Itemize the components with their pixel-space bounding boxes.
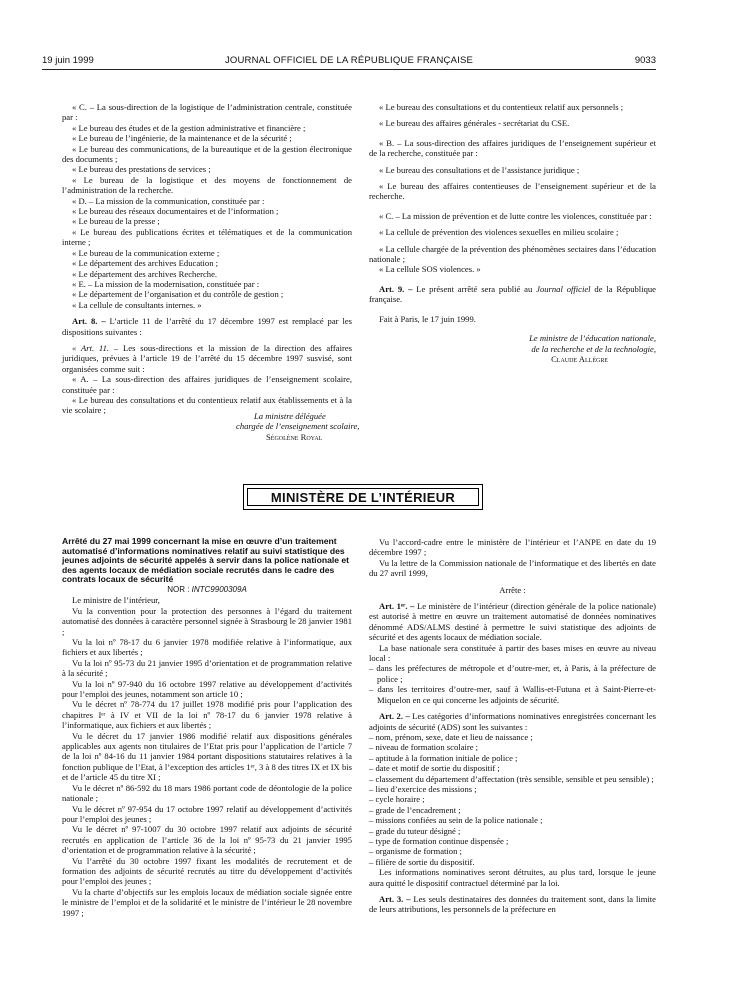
signatory-name: Ségolène Royal <box>266 431 323 442</box>
header-rule <box>42 69 656 70</box>
paragraph: « C. – La sous-direction de la logistique de l’administration centrale, constituée par : <box>62 102 352 123</box>
page-header <box>42 55 656 69</box>
paragraph: « La cellule SOS violences. » <box>379 264 481 275</box>
column-top-left <box>62 102 352 416</box>
paragraph: Vu le décret nº 97-1007 du 30 octobre 1997 relatif aux adjoints de sécurité recrutés en application de l’article 36 de la loi nº 95-73 du 21 janvier 1995 d’orientation et de programmation relative à la sécurité ; <box>62 824 352 856</box>
paragraph: Vu la loi nº 95-73 du 21 janvier 1995 d’orientation et de programmation relative à la sécurité ; <box>62 657 352 679</box>
list-item: – grade du tuteur désigné ; <box>369 825 461 836</box>
list-item: – type de formation continue dispensée ; <box>369 835 509 846</box>
paragraph: Vu le décret du 17 janvier 1986 modifié relatif aux dispositions générales applicables aux agents non titulaires de l’Etat pris pour l’application de l’article 7 de la loi nº 84-16 du 11 janvier 1984 portant dispositions statutaires relatives à la fonction publique de l’Etat, à l’exception des articles 1ᵉʳ, 3 à 8 des titres IX et IX bis et de l’article 45 du titre XI ; <box>62 730 352 783</box>
signatory-title: de la recherche et de la technologie, <box>531 343 656 354</box>
column-bottom-left <box>62 537 352 918</box>
paragraph: « Le bureau des communications, de la bureautique et de la gestion électronique des documents ; <box>62 143 352 165</box>
page-number: 9033 <box>634 55 656 66</box>
paragraph: « Le bureau des études et de la gestion administrative et financière ; <box>72 122 306 133</box>
ministry-title: MINISTÈRE DE L’INTÉRIEUR <box>247 488 479 506</box>
paragraph: Vu la lettre de la Commission nationale de l’informatique et des libertés en date du 27 avril 1999, <box>369 557 656 579</box>
article-label: Art. 8. – <box>72 316 106 327</box>
signatory-name: Claude Allègre <box>551 353 608 364</box>
article-1: Art. 1ᵉʳ. – Le ministère de l’intérieur (direction générale de la police nationale) est autorisé à mettre en œuvre un traitement automatisé de données nominatives dénommé ADS/ALMS destiné à permettre le suivi statistique des adjoints de sécurité et des agents locaux de médiation sociale. <box>369 601 656 643</box>
paragraph: « C. – La mission de prévention et de lutte contre les violences, constituée par : <box>379 210 652 221</box>
ministry-banner <box>243 484 483 510</box>
paragraph: « Le bureau des prestations de services ; <box>72 164 211 175</box>
paragraph: « E. – La mission de la modernisation, constituée par : <box>72 278 260 289</box>
paragraph: « Le bureau de la logistique et des moyens de fonctionnement de l’administration de la recherche. <box>62 174 352 196</box>
paragraph: « Le bureau de la presse ; <box>72 216 160 227</box>
paragraph: Vu la convention pour la protection des personnes à l’égard du traitement automatisé des données à caractère personnel signée à Strasbourg le 28 janvier 1981 ; <box>62 605 352 637</box>
paragraph: « Le bureau des affaires générales - secrétariat du CSE. <box>379 118 570 129</box>
list-item: – dans les préfectures de métropole et d’outre-mer, et, à Paris, à la préfecture de police ; <box>369 663 656 684</box>
article-11: « Art. 11. – Les sous-directions et la mission de la direction des affaires juridiques, prévues à l’article 19 de l’arrêté du 15 décembre 1997 susvisé, sont organisées comme suit : <box>62 342 352 374</box>
signature-date: Fait à Paris, le 17 juin 1999. <box>379 313 476 324</box>
nor-reference: NOR : INTC9900309A <box>167 584 247 594</box>
column-bottom-right <box>369 537 656 915</box>
paragraph: « D. – La mission de la communication, constituée par : <box>72 195 265 206</box>
deleguee-signature <box>236 411 416 442</box>
paragraph: « Le bureau des affaires contentieuses de l’enseignement supérieur et de la recherche. <box>369 181 656 202</box>
column-top-right <box>369 102 656 364</box>
signatory-title: chargée de l’enseignement scolaire, <box>236 421 360 432</box>
list-item: – dans les territoires d’outre-mer, sauf à Wallis-et-Futuna et à Saint-Pierre-et-Miquelon en ce qui concerne les adjoints de sécurité. <box>369 684 656 705</box>
paragraph: Vu la loi nº 78-17 du 6 janvier 1978 modifiée relative à l’informatique, aux fichiers et aux libertés ; <box>62 637 352 658</box>
paragraph: Vu le décret nº 86-592 du 18 mars 1986 portant code de déontologie de la police nationale ; <box>62 782 352 804</box>
article-label: Art. 3. – <box>379 894 411 904</box>
paragraph: Vu la loi nº 97-940 du 16 octobre 1997 relative au développement d’activités pour l’emploi des jeunes, notamment son article 10 ; <box>62 678 352 700</box>
article-label: « Art. 11. <box>72 342 110 353</box>
decree-title: Arrêté du 27 mai 1999 concernant la mise en œuvre d’un traitement automatisé d’informations nominatives relatif au suivi statistique des jeunes adjoints de sécurité appelés à servir dans la police nationale et des agents locaux de médiation sociale recrutés dans le cadre des contrats locaux de sécurité <box>62 536 350 585</box>
signatory-title: Le ministre de l’éducation nationale, <box>529 333 656 344</box>
paragraph: Le ministre de l’intérieur, <box>72 595 160 606</box>
paragraph: « B. – La sous-direction des affaires juridiques de l’enseignement supérieur et de la recherche, constituée par : <box>369 137 656 159</box>
paragraph: Les informations nominatives seront détruites, au plus tard, lorsque le jeune aura quitté le dispositif contractuel déterminé par la loi. <box>369 867 656 888</box>
article-8: Art. 8. – L’article 11 de l’arrêté du 17 décembre 1997 est remplacé par les dispositions suivantes : <box>62 316 352 337</box>
list-item: – niveau de formation scolaire ; <box>369 742 479 753</box>
signatory-title: La ministre déléguée <box>254 411 326 421</box>
paragraph: « Le bureau de la communication externe ; <box>72 247 220 258</box>
list-item: – classement du département d’affectation (très sensible, sensible et peu sensible) ; <box>369 773 654 784</box>
paragraph: Vu le décret nº 97-954 du 17 octobre 1997 relatif au développement d’activités pour l’emploi des jeunes ; <box>62 803 352 824</box>
paragraph: « Le département de l’organisation et du contrôle de gestion ; <box>72 289 284 300</box>
issue-date: 19 juin 1999 <box>42 55 94 66</box>
article-label: Art. 9. – <box>379 283 413 294</box>
paragraph: Vu l’arrêté du 30 octobre 1997 fixant les modalités de recrutement et de formation des adjoints de sécurité recrutés au titre du développement d’activités pour l’emploi des jeunes ; <box>62 855 352 887</box>
paragraph: « A. – La sous-direction des affaires juridiques de l’enseignement scolaire, constituée par : <box>62 374 352 395</box>
paragraph: « La cellule de consultants internes. » <box>72 299 202 310</box>
article-9: Art. 9. – Le présent arrêté sera publié au Journal officiel de la République française. <box>369 283 656 305</box>
paragraph: « Le bureau des réseaux documentaires et de l’information ; <box>72 206 279 217</box>
list-item: – filière de sortie du dispositif. <box>369 856 475 867</box>
paragraph: « Le bureau de l’ingénierie, de la maintenance et de la sécurité ; <box>72 133 292 144</box>
list-item: – date et motif de sortie du dispositif ; <box>369 763 500 774</box>
arrete-heading: Arrête : <box>499 584 526 595</box>
list-item: – cycle horaire ; <box>369 794 425 805</box>
paragraph: Vu la charte d’objectifs sur les emplois locaux de médiation sociale signée entre le ministre de l’emploi et de la solidarité et le ministre de l’intérieur le 28 novembre 1997 ; <box>62 886 352 918</box>
paragraph: « Le bureau des consultations et du contentieux relatif aux personnels ; <box>379 102 624 112</box>
paragraph: Vu le décret nº 78-774 du 17 juillet 1978 modifié pris pour l’application des chapitres Iᵉʳ à IV et VII de la loi nº 78-17 du 6 janvier 1978 relative à l’informatique, aux fichiers et aux libertés ; <box>62 699 352 731</box>
article-2: Art. 2. – Les catégories d’informations nominatives enregistrées concernant les adjoints de sécurité (ADS) sont les suivantes : <box>369 711 656 732</box>
paragraph: « Le bureau des publications écrites et télématiques et de la communication interne ; <box>62 226 352 248</box>
paragraph: « La cellule de prévention des violences sexuelles en milieu scolaire ; <box>379 227 619 238</box>
journal-title: JOURNAL OFFICIEL DE LA RÉPUBLIQUE FRANÇAISE <box>224 55 474 66</box>
list-item: – aptitude à la formation initiale de police ; <box>369 752 518 763</box>
paragraph: « Le bureau des consultations et de l’assistance juridique ; <box>379 164 580 175</box>
list-item: – grade de l’encadrement ; <box>369 804 461 815</box>
paragraph: « Le département des archives Education ; <box>72 258 219 269</box>
paragraph: « Le département des archives Recherche. <box>72 268 218 279</box>
article-3: Art. 3. – Les seuls destinataires des données du traitement sont, dans la limite de leurs attributions, les personnels de la préfecture en <box>369 894 656 915</box>
list-item: – nom, prénom, sexe, date et lieu de naissance ; <box>369 731 533 742</box>
article-label: Art. 1ᵉʳ. – <box>379 601 415 612</box>
article-label: Art. 2. – <box>379 711 410 722</box>
list-item: – organisme de formation ; <box>369 846 462 857</box>
paragraph: « Le bureau des consultations et du contentieux relatif aux établissements et à la vie scolaire ; <box>62 394 352 416</box>
list-item: – missions confiées au sein de la police nationale ; <box>369 815 543 826</box>
paragraph: La base nationale sera constituée à partir des bases mises en œuvre au niveau local : <box>369 642 656 664</box>
paragraph: « La cellule chargée de la prévention des phénomènes sectaires dans l’éducation nationale ; <box>369 243 656 265</box>
paragraph: Vu l’accord-cadre entre le ministère de l’intérieur et l’ANPE en date du 19 décembre 1997 ; <box>369 537 656 558</box>
list-item: – lieu d’exercice des missions ; <box>369 783 477 794</box>
